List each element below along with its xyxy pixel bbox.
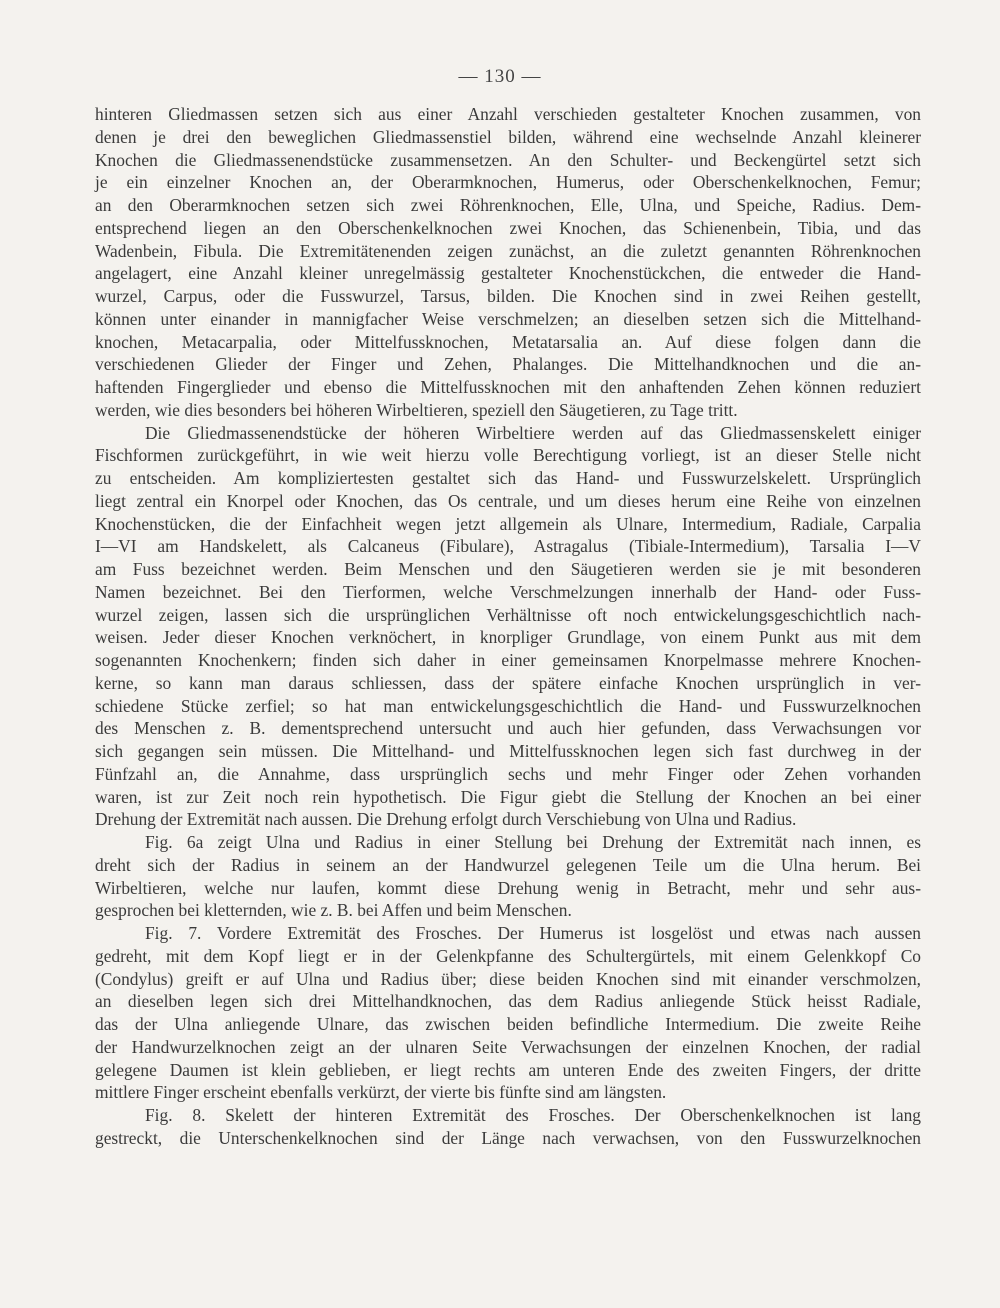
text-line: gedreht, mit dem Kopf liegt er in der Gelenkpfanne des Schultergürtels, mit einem Gelenkkopf Co bbox=[95, 945, 921, 966]
paragraph bbox=[95, 1104, 921, 1150]
paragraph bbox=[95, 422, 921, 832]
text-line: Fischformen zurückgeführt, in wie weit hierzu volle Berechtigung vorliegt, ist an dieser Stelle nicht bbox=[95, 445, 921, 466]
text-line: wurzel zeigen, lassen sich die ursprünglichen Verhältnisse oft noch entwickelungsgeschichtlich nach- bbox=[95, 604, 921, 625]
text-line: kerne, so kann man daraus schliessen, dass der spätere einfache Knochen ursprünglich in ver- bbox=[95, 672, 921, 693]
text-line: mittlere Finger erscheint ebenfalls verkürzt, der vierte bis fünfte sind am längsten. bbox=[95, 1082, 667, 1103]
text-line: angelagert, eine Anzahl kleiner unregelmässig gestalteter Knochenstückchen, die entweder die Hand- bbox=[95, 263, 921, 284]
text-line: Namen bezeichnet. Bei den Tierformen, welche Verschmelzungen innerhalb der Hand- oder Fuss- bbox=[95, 581, 921, 602]
text-line: entsprechend liegen an den Oberschenkelknochen zwei Knochen, das Schienenbein, Tibia, und das bbox=[95, 217, 921, 238]
page-number: — 130 — bbox=[458, 66, 542, 87]
text-line: (Condylus) greift er auf Ulna und Radius über; diese beiden Knochen sind mit einander verschmolzen, bbox=[95, 968, 921, 989]
text-line: sogenannten Knochenkern; finden sich daher in einer gemeinsamen Knorpelmasse mehrere Knochen- bbox=[95, 650, 921, 670]
text-line: das der Ulna anliegende Ulnare, das zwischen beiden befindliche Intermedium. Die zweite Reihe bbox=[95, 1014, 921, 1034]
paragraph bbox=[95, 831, 921, 922]
text-line: Knochenstücken, die der Einfachheit wegen jetzt allgemein als Ulnare, Intermedium, Radiale, Carpalia bbox=[95, 513, 921, 534]
text-line: Fig. 7. Vordere Extremität des Frosches. Der Humerus ist losgelöst und etwas nach aussen bbox=[145, 923, 921, 943]
text-line: Die Gliedmassenendstücke der höheren Wirbeltiere werden auf das Gliedmassenskelett einiger bbox=[145, 422, 921, 443]
text-line: verschiedenen Glieder der Finger und Zehen, Phalanges. Die Mittelhandknochen und die an- bbox=[95, 354, 921, 375]
text-line: weisen. Jeder dieser Knochen verknöchert, in knorpliger Grundlage, von einem Punkt aus mit dem bbox=[95, 627, 921, 648]
text-line: I—VI am Handskelett, als Calcaneus (Fibulare), Astragalus (Tibiale-Intermedium), Tarsalia I—V bbox=[95, 536, 921, 557]
text-line: Knochen die Gliedmassenendstücke zusammensetzen. An den Schulter- und Beckengürtel setzt sich bbox=[95, 149, 921, 170]
text-line: schiedene Stücke zerfiel; so hat man entwickelungsgeschichtlich die Hand- und Fusswurzelknochen bbox=[95, 695, 921, 716]
text-line: gelegene Daumen ist klein geblieben, er liegt rechts am unteren Ende des zweiten Fingers, der dritte bbox=[95, 1059, 921, 1080]
paragraph bbox=[95, 103, 921, 422]
text-line: waren, ist zur Zeit noch rein hypothetisch. Die Figur giebt die Stellung der Knochen an bei einer bbox=[95, 786, 921, 807]
text-line: liegt zentral ein Knorpel oder Knochen, das Os centrale, und um dieses herum eine Reihe von einzelnen bbox=[95, 490, 921, 511]
text-line: des Menschen z. B. dementsprechend untersucht und auch hier gefunden, dass Verwachsungen vor bbox=[95, 718, 921, 739]
body-text bbox=[95, 103, 921, 1150]
paragraph bbox=[95, 922, 921, 1104]
text-line: zu entscheiden. Am kompliziertesten gestaltet sich das Hand- und Fusswurzelskelett. Ursprünglich bbox=[95, 468, 921, 488]
text-line: hinteren Gliedmassen setzen sich aus einer Anzahl verschieden gestalteter Knochen zusammen, von bbox=[95, 104, 921, 124]
text-line: werden, wie dies besonders bei höheren Wirbeltieren, speziell den Säugetieren, zu Tage tritt. bbox=[95, 399, 738, 420]
text-line: an dieselben legen sich drei Mittelhandknochen, das dem Radius anliegende Stück heisst Radiale, bbox=[95, 991, 921, 1012]
text-line: Fünfzahl an, die Annahme, dass ursprünglich sechs und mehr Finger oder Zehen vorhanden bbox=[95, 763, 921, 784]
text-line: können unter einander in mannigfacher Weise verschmelzen; an dieselben setzen sich die Mittelhand- bbox=[95, 308, 921, 329]
text-line: gesprochen bei kletternden, wie z. B. bei Affen und beim Menschen. bbox=[95, 900, 572, 921]
text-line: dreht sich der Radius in seinem an der Handwurzel gelegenen Teile um die Ulna herum. Bei bbox=[95, 854, 921, 875]
text-line: denen je drei den beweglichen Gliedmassenstiel bilden, während eine wechselnde Anzahl kleinerer bbox=[95, 126, 921, 147]
text-line: am Fuss bezeichnet werden. Beim Menschen und den Säugetieren werden sie je mit besonderen bbox=[95, 559, 921, 579]
text-line: Wadenbein, Fibula. Die Extremitätenenden zeigen zunächst, an die zuletzt genannten Röhrenknochen bbox=[95, 240, 921, 261]
text-line: wurzel, Carpus, oder die Fusswurzel, Tarsus, bilden. Die Knochen sind in zwei Reihen gestellt, bbox=[95, 286, 921, 306]
text-line: Wirbeltieren, welche nur laufen, kommt diese Drehung wenig in Betracht, mehr und sehr aus- bbox=[95, 877, 921, 898]
text-line: Fig. 8. Skelett der hinteren Extremität des Frosches. Der Oberschenkelknochen ist lang bbox=[145, 1105, 921, 1125]
text-line: der Handwurzelknochen zeigt an der ulnaren Seite Verwachsungen der einzelnen Knochen, der radial bbox=[95, 1036, 921, 1057]
text-line: je ein einzelner Knochen an, der Oberarmknochen, Humerus, oder Oberschenkelknochen, Femur; bbox=[95, 172, 921, 193]
text-line: sich gegangen sein müssen. Die Mittelhand- und Mittelfussknochen legen sich fast durchweg in der bbox=[95, 741, 921, 761]
text-line: haftenden Fingerglieder und ebenso die Mittelfussknochen mit den anhaftenden Zehen können reduziert bbox=[95, 377, 921, 397]
text-line: Drehung der Extremität nach aussen. Die Drehung erfolgt durch Verschiebung von Ulna und Radius. bbox=[95, 809, 797, 830]
text-line: Fig. 6a zeigt Ulna und Radius in einer Stellung bei Drehung der Extremität nach innen, es bbox=[145, 832, 921, 852]
text-line: gestreckt, die Unterschenkelknochen sind der Länge nach verwachsen, von den Fusswurzelknochen bbox=[95, 1127, 921, 1148]
text-line: an den Oberarmknochen setzen sich zwei Röhrenknochen, Elle, Ulna, und Speiche, Radius. Dem- bbox=[95, 195, 921, 215]
text-line: knochen, Metacarpalia, oder Mittelfussknochen, Metatarsalia an. Auf diese folgen dann die bbox=[95, 331, 921, 352]
